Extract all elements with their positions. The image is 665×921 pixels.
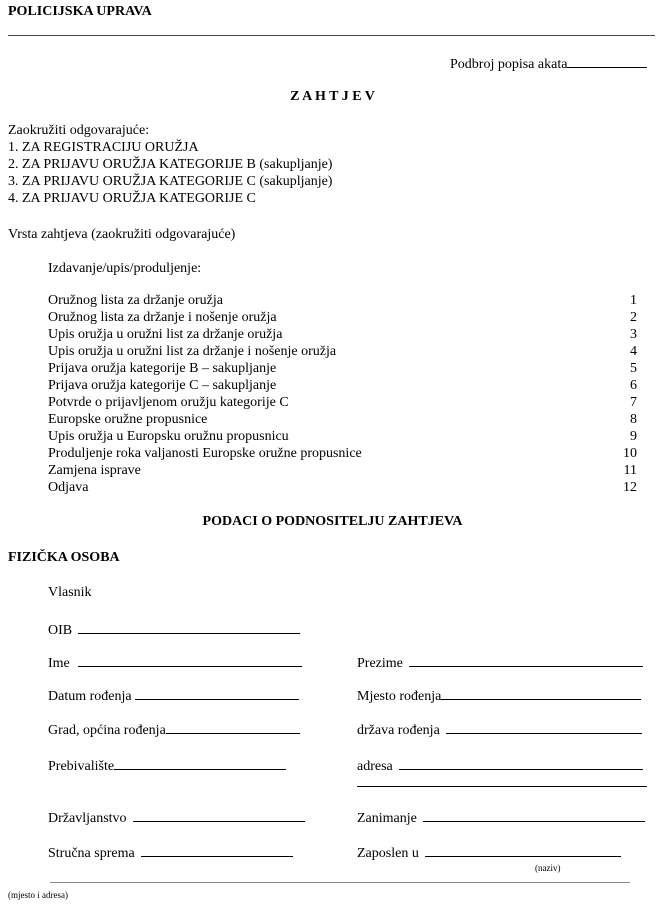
employer-label: Zaposlen u [357,846,419,861]
residence-label: Prebivalište [48,759,115,774]
purpose-option[interactable]: 3. ZA PRIJAVU ORUŽJA KATEGORIJE C (sakupljanje) [8,174,333,189]
birth-place-label: Mjesto rođenja [357,689,442,704]
birth-date-input[interactable] [135,687,299,700]
education-label: Stručna sprema [48,846,135,861]
employer-address-line[interactable] [50,882,630,883]
person-type-heading: FIZIČKA OSOBA [8,550,120,565]
request-type-number[interactable]: 11 [623,463,637,478]
occupation-label: Zanimanje [357,811,417,826]
birth-city-label: Grad, općina rođenja [48,723,166,738]
employer-input[interactable] [425,844,621,857]
citizenship-field[interactable] [48,809,305,827]
request-type-option[interactable]: Europske oružne propusnice [48,412,208,427]
birth-city-input[interactable] [166,721,300,734]
birth-place-input[interactable] [441,687,641,700]
request-type-number[interactable]: 5 [630,361,637,376]
education-field[interactable] [48,844,293,862]
last-name-field[interactable] [357,654,643,672]
residence-field[interactable] [48,757,286,775]
request-type-number[interactable]: 9 [630,429,637,444]
request-type-number[interactable]: 4 [630,344,637,359]
education-input[interactable] [141,844,293,857]
request-type-option[interactable]: Zamjena isprave [48,463,141,478]
birth-date-field[interactable] [48,687,299,705]
request-type-number[interactable]: 3 [630,327,637,342]
file-number-line[interactable] [567,55,647,68]
last-name-label: Prezime [357,656,403,671]
request-type-option[interactable]: Upis oružja u oružni list za držanje i nošenje oružja [48,344,337,359]
request-type-option[interactable]: Upis oružja u oružni list za držanje oružja [48,327,283,342]
first-name-field[interactable] [48,654,302,672]
request-type-option[interactable]: Prijava oružja kategorije B – sakupljanje [48,361,277,376]
address-line-2[interactable] [357,786,647,787]
oib-input[interactable] [78,621,300,634]
authority-line[interactable] [8,35,655,36]
oib-field[interactable] [48,621,300,639]
residence-input[interactable] [114,757,286,770]
purpose-option[interactable]: 4. ZA PRIJAVU ORUŽJA KATEGORIJE C [8,191,256,206]
request-type-option[interactable]: Prijava oružja kategorije C – sakupljanje [48,378,277,393]
request-type-option[interactable]: Oružnog lista za držanje i nošenje oružja [48,310,277,325]
birth-city-field[interactable] [48,721,300,739]
owner-label: Vlasnik [48,585,92,600]
citizenship-label: Državljanstvo [48,811,127,826]
address-label: adresa [357,759,393,774]
form-title: Z A H T J E V [290,89,375,104]
occupation-input[interactable] [423,809,645,822]
purpose-option[interactable]: 1. ZA REGISTRACIJU ORUŽJA [8,140,199,155]
request-type-option[interactable]: Upis oružja u Europsku oružnu propusnicu [48,429,289,444]
request-type-number[interactable]: 2 [630,310,637,325]
circle-instruction: Zaokružiti odgovarajuće: [8,123,150,138]
occupation-field[interactable] [357,809,645,827]
birth-country-label: država rođenja [357,723,440,738]
birth-place-field[interactable] [357,687,641,705]
birth-country-input[interactable] [446,721,642,734]
file-number-field[interactable] [450,55,647,73]
address-input[interactable] [399,757,643,770]
request-type-number[interactable]: 10 [623,446,637,461]
request-type-option[interactable]: Oružnog lista za držanje oružja [48,293,223,308]
request-type-option[interactable]: Produljenje roka valjanosti Europske oružne propusnice [48,446,362,461]
employer-field[interactable] [357,844,621,862]
request-type-option[interactable]: Potvrde o prijavljenom oružju kategorije C [48,395,289,410]
birth-date-label: Datum rođenja [48,689,132,704]
first-name-label: Ime [48,656,70,671]
request-type-number[interactable]: 1 [630,293,637,308]
issuance-label: Izdavanje/upis/produljenje: [48,261,202,276]
authority-heading: POLICIJSKA UPRAVA [8,4,152,19]
request-type-label: Vrsta zahtjeva (zaokružiti odgovarajuće) [8,227,236,242]
request-type-number[interactable]: 6 [630,378,637,393]
employer-name-hint: (naziv) [535,863,561,873]
purpose-option[interactable]: 2. ZA PRIJAVU ORUŽJA KATEGORIJE B (sakupljanje) [8,157,333,172]
address-field[interactable] [357,757,643,775]
request-type-number[interactable]: 12 [623,480,637,495]
applicant-section-title: PODACI O PODNOSITELJU ZAHTJEVA [202,514,463,529]
last-name-input[interactable] [409,654,643,667]
request-type-option[interactable]: Odjava [48,480,89,495]
request-type-number[interactable]: 7 [630,395,637,410]
file-number-label: Podbroj popisa akata [450,57,568,72]
first-name-input[interactable] [78,654,302,667]
birth-country-field[interactable] [357,721,642,739]
request-type-number[interactable]: 8 [630,412,637,427]
oib-label: OIB [48,623,73,638]
employer-address-hint: (mjesto i adresa) [8,890,68,900]
citizenship-input[interactable] [133,809,305,822]
